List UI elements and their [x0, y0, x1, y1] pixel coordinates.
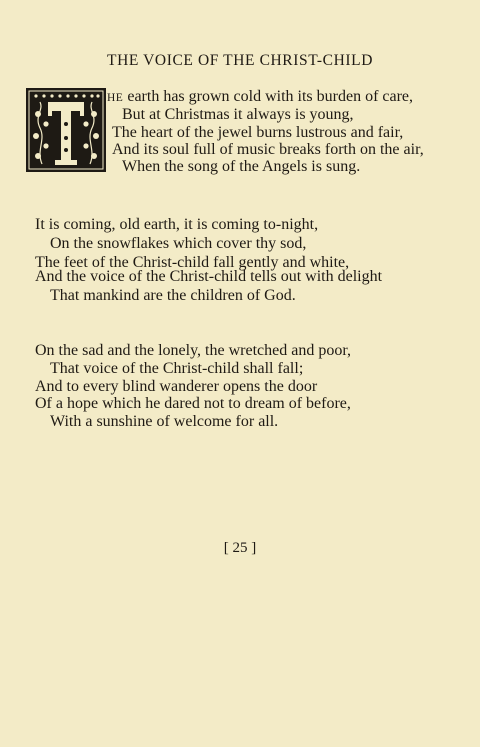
page-number: [ 25 ] — [223, 540, 257, 556]
stanza-1-line-1-text: earth has grown cold with its burden of care, — [123, 88, 414, 105]
stanza-2-line-1: It is coming, old earth, it is coming to-night, — [35, 216, 319, 233]
stanza-1-line-5: When the song of the Angels is sung. — [122, 158, 361, 175]
stanza-3-line-5: With a sunshine of welcome for all. — [50, 413, 279, 430]
stanza-2-line-2: On the snowflakes which cover thy sod, — [50, 235, 307, 252]
stanza-2-line-4: And the voice of the Christ-child tells out with delight — [35, 268, 383, 285]
stanza-3-line-3: And to every blind wanderer opens the door — [35, 378, 318, 395]
stanza-2-line-3: The feet of the Christ-child fall gently and white, — [35, 254, 350, 271]
stanza-1-line-4: And its soul full of music breaks forth on the air, — [112, 141, 424, 158]
stanza-3-line-4: Of a hope which he dared not to dream of before, — [35, 395, 351, 412]
initial-smallcaps: HE — [107, 92, 124, 104]
stanza-3-line-2: That voice of the Christ-child shall fall; — [50, 360, 304, 377]
stanza-2-line-5: That mankind are the children of God. — [50, 287, 296, 304]
stanza-1-line-2: But at Christmas it always is young, — [122, 106, 354, 123]
stanza-1-line-1 — [107, 88, 413, 106]
decorated-initial-t — [26, 88, 106, 172]
page-title: THE VOICE OF THE CHRIST-CHILD — [107, 52, 373, 69]
stanza-3-line-1: On the sad and the lonely, the wretched and poor, — [35, 342, 351, 359]
stanza-1-line-3: The heart of the jewel burns lustrous and fair, — [112, 124, 404, 141]
